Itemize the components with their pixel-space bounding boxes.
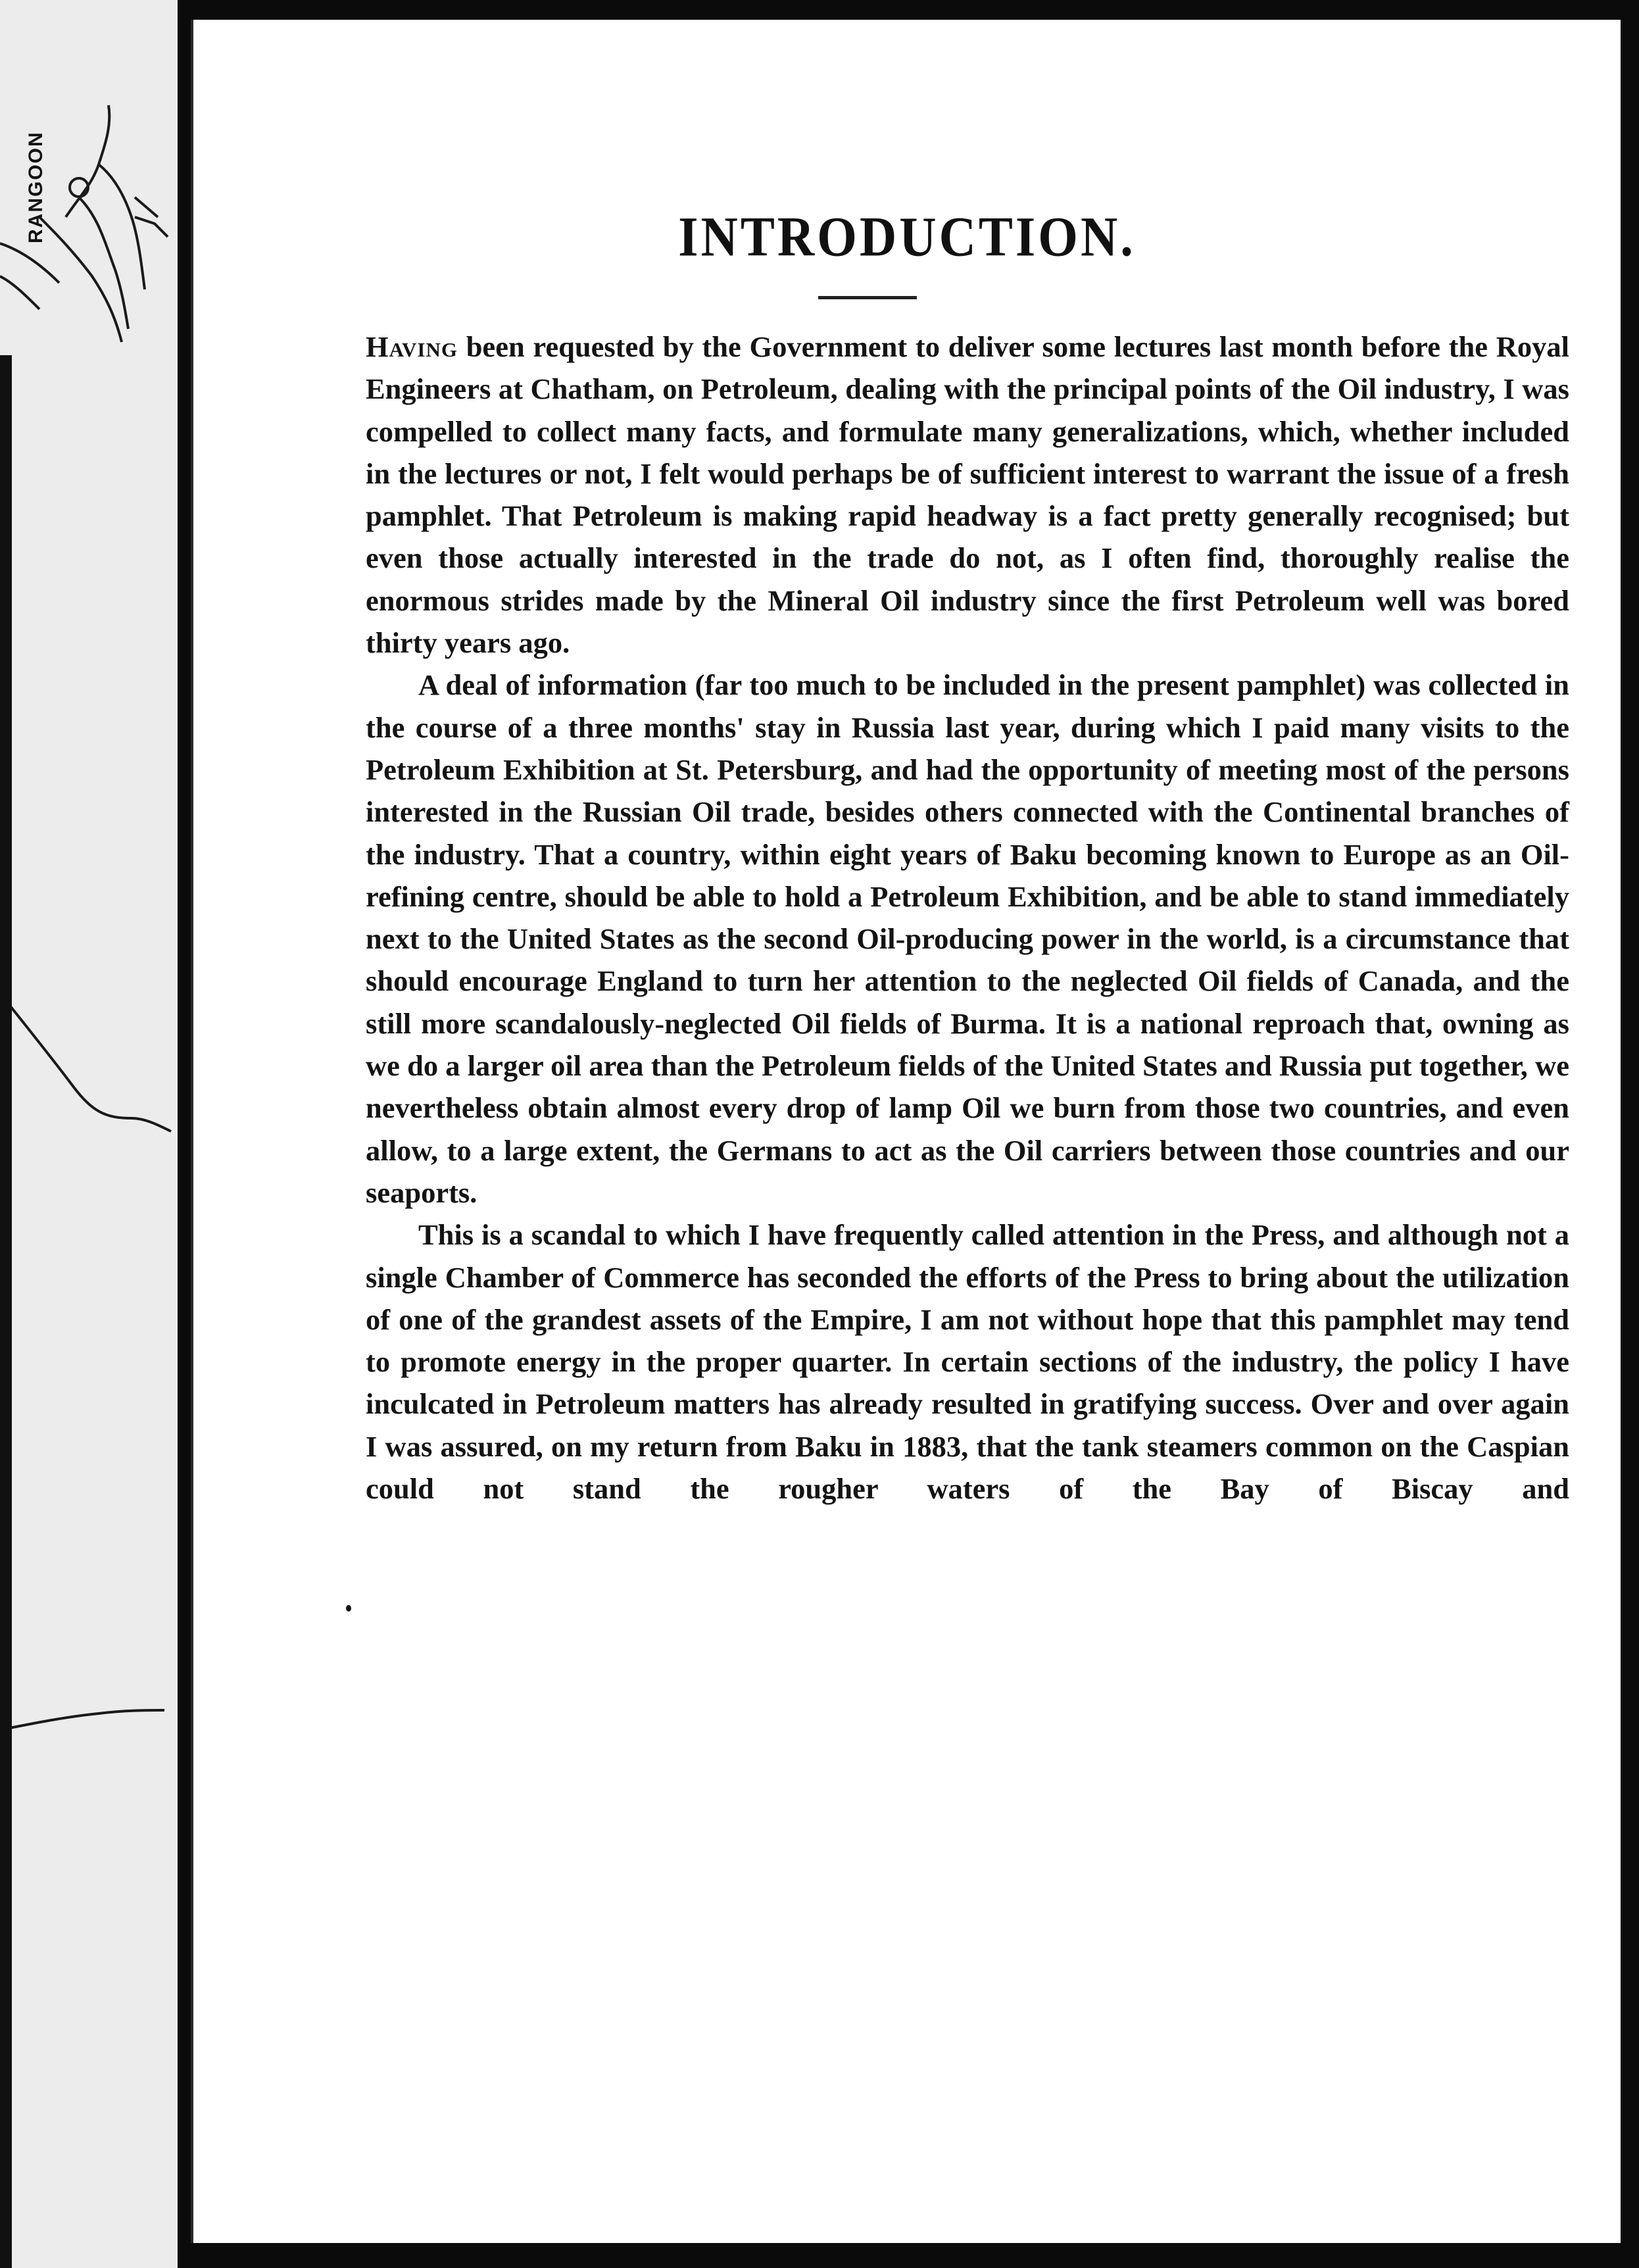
paragraph-1 [366,326,1569,664]
map-lines [0,0,178,2268]
title-divider [818,296,917,299]
paragraph-3 [366,1214,1569,1510]
paragraph-2 [366,664,1569,1214]
map-label-rangoon: RANGOON [25,131,47,244]
ink-speck [346,1605,351,1612]
page-title: INTRODUCTION. [678,205,1136,268]
paragraph-3-text: This is a scandal to which I have frequently called attention in the Press, and although not a single Chamber of Commerce has seconded the efforts of the Press to bring about the utilization of one of the grandest assets of the Empire, I am not without hope that this pamphlet may tend to promote energy in the proper quarter. In certain sections of the industry, the policy I have inculcated in Petroleum matters has already resulted in gratifying success. Over and over again I was assured, on my return from Baku in 1883, that the tank steamers common on the Caspian could not stand the rougher waters of the Bay of Biscay and [366,1218,1569,1506]
body-text [366,326,1569,1510]
paragraph-2-text: A deal of information (far too much to be included in the present pamphlet) was collected in the course of a three months' stay in Russia last year, during which I paid many visits to the Petroleum Exhibition at St. Petersburg, and had the opportunity of meeting most of the persons interested in the Russian Oil trade, besides others connected with the Continental branches of the industry. That a country, within eight years of Baku becoming known to Europe as an Oil-refining centre, should be able to hold a Petroleum Exhibition, and be able to stand immediately next to the United States as the second Oil-producing power in the world, is a circumstance that should encourage England to turn her attention to the neglected Oil fields of Canada, and the still more scandalously-neglected Oil fields of Burma. It is a national reproach that, owning as we do a larger oil area than the Petroleum fields of the United States and Russia put together, we nevertheless obtain almost every drop of lamp Oil we burn from those two countries, and even allow, to a large extent, the Germans to act as the Oil carriers between those countries and our seaports. [366,668,1569,1209]
document-page [191,20,1621,2243]
paragraph-1-first-word: Having [366,330,458,363]
folded-map-strip [0,0,178,2268]
paragraph-1-text: been requested by the Government to deliver some lectures last month before the Royal Engineers at Chatham, on Petroleum, dealing with the principal points of the Oil industry, I was compelled to collect many facts, and formulate many generalizations, which, whether included in the lectures or not, I felt would perhaps be of sufficient interest to warrant the issue of a fresh pamphlet. That Petroleum is making rapid headway is a fact pretty generally recognised; but even those actually interested in the trade do not, as I often find, thoroughly realise the enormous strides made by the Mineral Oil industry since the first Petroleum well was bored thirty years ago. [366,330,1569,660]
